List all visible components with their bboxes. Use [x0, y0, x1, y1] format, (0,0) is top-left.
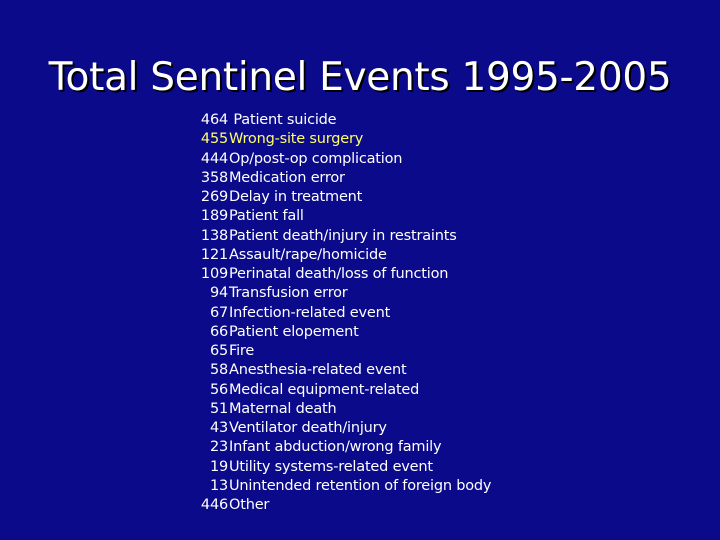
event-row: [198, 130, 491, 149]
event-count: 56: [209, 381, 228, 398]
event-count: 65: [209, 343, 228, 359]
event-row: [198, 342, 491, 361]
event-label: Op/post-op complication: [229, 150, 403, 167]
event-row: [198, 400, 491, 419]
event-label: Fire: [229, 343, 255, 359]
event-row: [198, 323, 491, 342]
event-row: [198, 361, 491, 380]
event-label: Unintended retention of foreign body: [229, 477, 492, 494]
event-row: [198, 419, 491, 438]
event-row: [198, 265, 491, 284]
event-label: Patient death/injury in restraints: [229, 227, 457, 244]
event-label: Maternal death: [229, 400, 337, 417]
event-count: 19: [209, 458, 228, 475]
event-label: Patient fall: [229, 208, 304, 225]
event-count: 94: [209, 285, 228, 302]
event-count: 121: [200, 246, 228, 263]
event-count: 444: [200, 150, 228, 167]
event-row: [198, 458, 491, 477]
event-count: 51: [209, 400, 228, 417]
event-label: Anesthesia-related event: [229, 362, 407, 379]
event-count: 464: [200, 112, 228, 128]
event-label: Patient suicide: [229, 112, 337, 128]
event-count: 109: [200, 266, 228, 282]
event-count: 269: [200, 189, 228, 205]
event-label: Assault/rape/homicide: [229, 246, 387, 263]
event-count: 455: [200, 131, 228, 148]
event-row: [198, 169, 491, 188]
slide-title: Total Sentinel Events 1995-2005: [48, 55, 672, 100]
event-label: Perinatal death/loss of function: [229, 266, 449, 282]
event-count: 189: [200, 208, 228, 225]
event-label: Transfusion error: [229, 285, 348, 302]
event-count: 358: [200, 169, 228, 186]
event-row: [198, 381, 491, 400]
event-row: [198, 246, 491, 265]
sentinel-events-list: [198, 111, 491, 515]
event-row: [198, 207, 491, 226]
event-count: 43: [209, 420, 228, 436]
event-label: Patient elopement: [229, 323, 359, 340]
event-label: Infant abduction/wrong family: [229, 439, 442, 456]
event-count: 58: [209, 362, 228, 379]
event-row: [198, 438, 491, 457]
event-row: [198, 227, 491, 246]
event-count: 66: [209, 323, 228, 340]
event-label: Delay in treatment: [229, 189, 363, 205]
event-count: 138: [200, 227, 228, 244]
event-label: Ventilator death/injury: [229, 420, 387, 436]
event-count: 23: [209, 439, 228, 456]
event-row: [198, 111, 491, 130]
event-label: Other: [229, 497, 270, 513]
event-label: Wrong-site surgery: [229, 131, 364, 148]
event-row: [198, 496, 491, 515]
event-count: 13: [209, 477, 228, 494]
event-row: [198, 188, 491, 207]
event-row: [198, 150, 491, 169]
event-label: Medication error: [229, 169, 345, 186]
event-label: Infection-related event: [229, 304, 391, 321]
event-row: [198, 304, 491, 323]
event-count: 446: [200, 497, 228, 513]
event-label: Utility systems-related event: [229, 458, 433, 475]
event-label: Medical equipment-related: [229, 381, 420, 398]
event-row: [198, 477, 491, 496]
event-row: [198, 284, 491, 303]
event-count: 67: [209, 304, 228, 321]
